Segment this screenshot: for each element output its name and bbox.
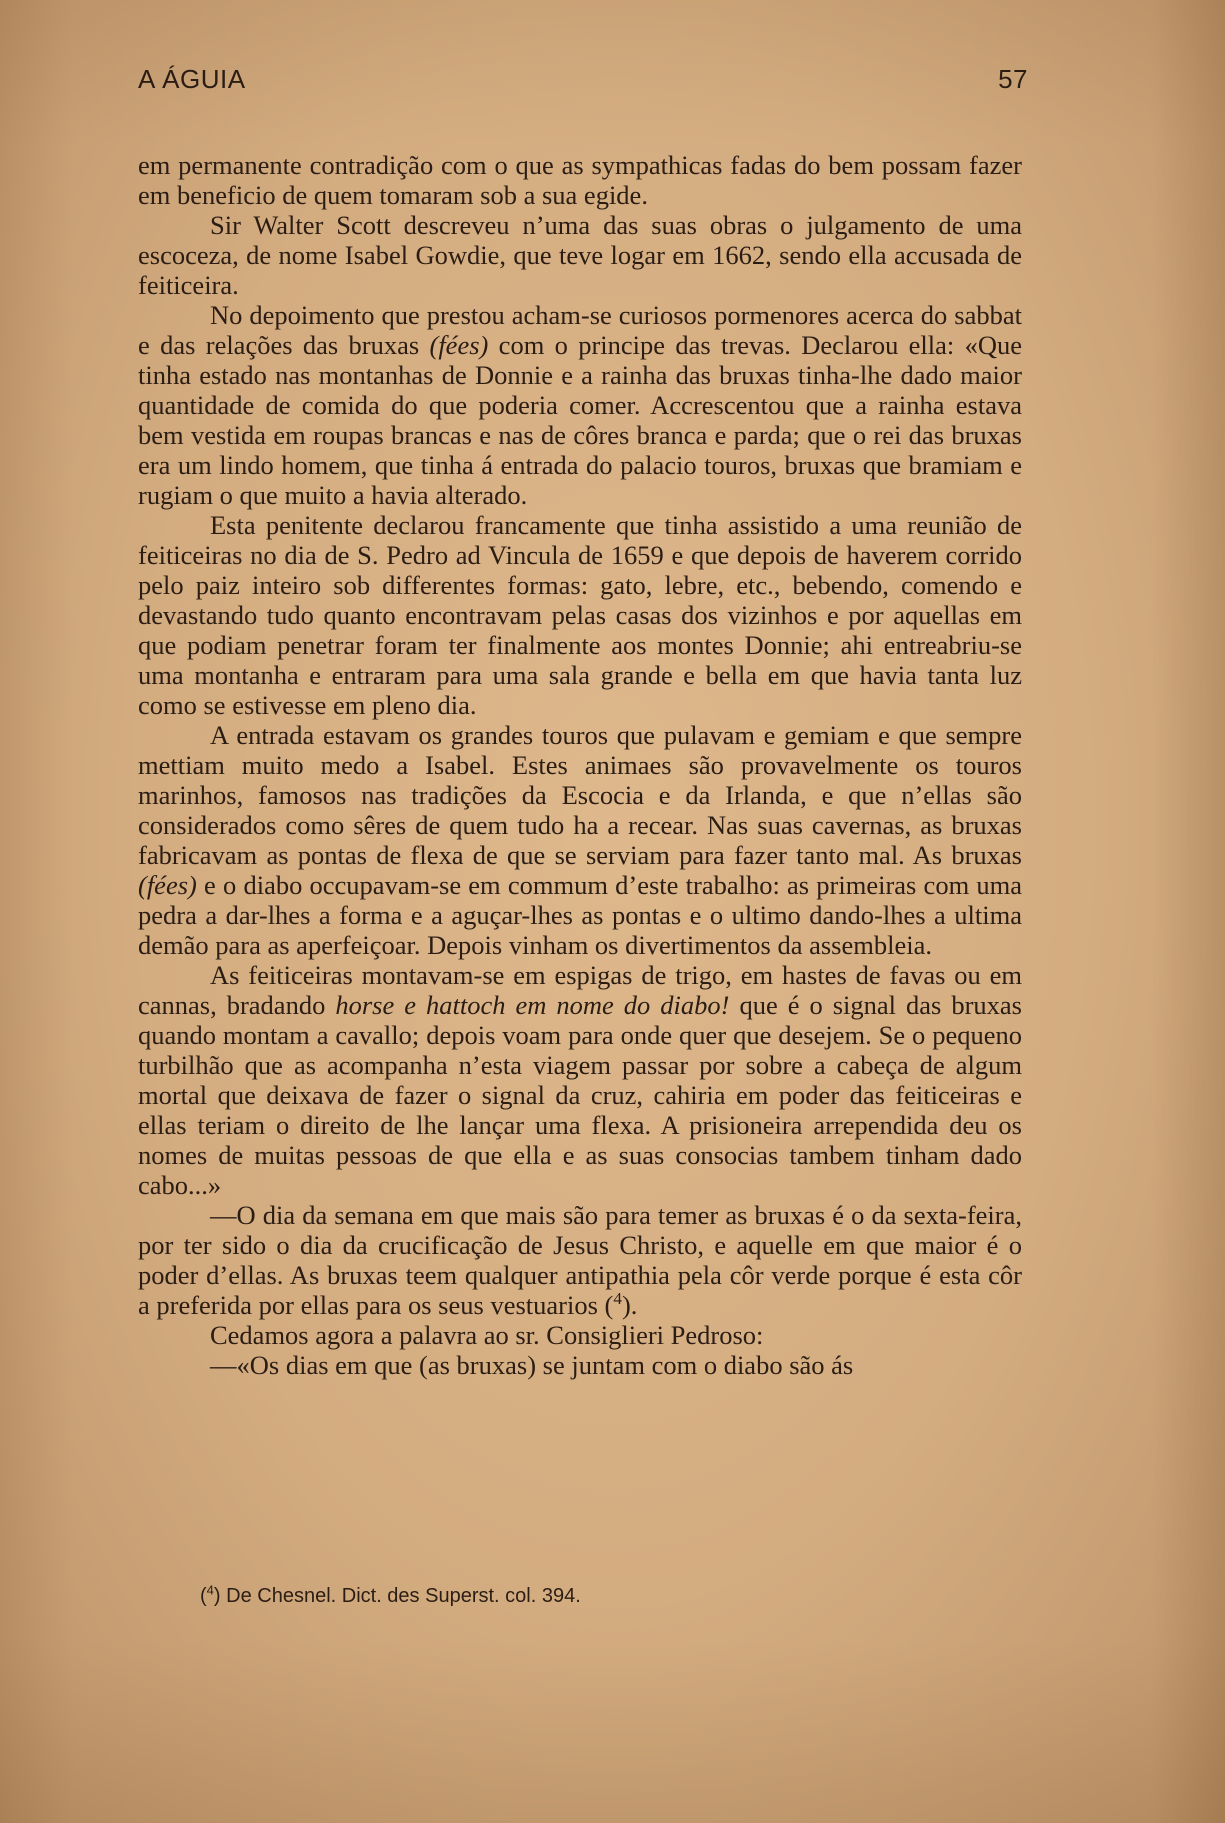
running-title: A ÁGUIA <box>138 64 246 94</box>
footnote-open-paren: ( <box>200 1585 207 1607</box>
footnote-text: De Chesnel. Dict. des Superst. col. 394. <box>220 1585 581 1607</box>
paragraph-6-text-b: que é o signal das bruxas quando montam a cavallo; depois voam para onde quer que desejem. Se o pequeno turbilhão que as acompanha n’esta viagem passar por sobre a cabeça de algum mortal que deixava de fazer o signal da cruz, cahiria em poder das feiticeiras e ellas teriam o direito de lhe lançar uma flexa. A prisioneira arrependida deu os nomes de muitas pessoas de que ella e as suas consocias tambem tinham dado cabo...» <box>138 990 1022 1200</box>
body-text <box>138 150 1022 1380</box>
paragraph-7 <box>138 1200 1022 1320</box>
paragraph-5-text-a: A entrada estavam os grandes touros que pulavam e gemiam e que sempre mettiam muito medo a Isabel. Estes animaes são provavelmente os touros marinhos, famosos nas tradições da Escocia e da Irlanda, e que n’ellas são considerados como sêres de quem tudo ha a recear. Nas suas cavernas, as bruxas fabricavam as pontas de flexa de que se serviam para fazer tanto mal. As bruxas <box>138 720 1022 870</box>
paragraph-3-text-b: com o principe das trevas. Declarou ella: «Que tinha estado nas montanhas de Donnie e a rainha das bruxas tinha-lhe dado maior quantidade de comida do que poderia comer. Accrescentou que a rainha estava bem vestida em roupas brancas e nas de côres branca e parda; que o rei das bruxas era um lindo homem, que tinha á entrada do palacio touros, bruxas que bramiam e rugiam o que muito a havia alterado. <box>138 330 1023 510</box>
footnote <box>200 1584 1020 1608</box>
paragraph-6 <box>138 960 1022 1200</box>
fees-term: (fées) <box>138 870 197 900</box>
paragraph-5-text-b: e o diabo occupavam-se em commum d’este trabalho: as primeiras com uma pedra a dar-lhes a forma e a aguçar-lhes as pontas e o ultimo dando-lhes a ultima demão para as aperfeiçoar. Depois vinham os divertimentos da assembleia. <box>138 870 1022 960</box>
page-number: 57 <box>998 64 1028 94</box>
paragraph-3-text-a: No depoimento que prestou acham-se curiosos pormenores acerca do sabbat e das relações das bruxas <box>138 300 1022 360</box>
paragraph-7-text-a: —O dia da semana em que mais são para temer as bruxas é o da sexta-feira, por ter sido o dia da crucificação de Jesus Christo, e aquelle em que maior é o poder d’ellas. As bruxas teem qualquer antipathia pela côr verde porque é esta côr a preferida por ellas para os seus vestuarios ( <box>138 1200 1022 1320</box>
paragraph-1: em permanente contradição com o que as sympathicas fadas do bem possam fazer em beneficio de quem tomaram sob a sua egide. <box>138 150 1022 210</box>
fees-term: (fées) <box>429 330 489 360</box>
footnote-reference: 4 <box>613 1289 622 1309</box>
paragraph-3 <box>138 300 1022 510</box>
paragraph-5 <box>138 720 1022 960</box>
page-header <box>138 64 1028 104</box>
footnote-mark: 4 <box>206 1582 214 1598</box>
paragraph-2: Sir Walter Scott descreveu n’uma das suas obras o julgamento de uma escoceza, de nome Isabel Gowdie, que teve logar em 1662, sendo ella accusada de feiticeira. <box>138 210 1022 300</box>
footnote-close-paren: ) <box>213 1585 221 1607</box>
paragraph-6-text-a: As feiticeiras montavam-se em espigas de trigo, em hastes de favas ou em cannas, bradando <box>138 960 1022 1020</box>
paragraph-8: Cedamos agora a palavra ao sr. Consiglieri Pedroso: <box>210 1320 764 1350</box>
paragraph-7-text-b: ). <box>621 1290 638 1320</box>
incantation-phrase: horse e hattoch em nome do diabo! <box>335 990 730 1020</box>
paragraph-4: Esta penitente declarou francamente que tinha assistido a uma reunião de feiticeiras no dia de S. Pedro ad Vincula de 1659 e que depois de haverem corrido pelo paiz inteiro sob differentes formas: gato, lebre, etc., bebendo, comendo e devastando tudo quanto encontravam pelas casas dos vizinhos e por aquellas em que podiam penetrar foram ter finalmente aos montes Donnie; ahi entreabriu-se uma montanha e entraram para uma sala grande e bella em que havia tanta luz como se estivesse em pleno dia. <box>138 510 1022 720</box>
paragraph-9: —«Os dias em que (as bruxas) se juntam com o diabo são ás <box>210 1350 854 1380</box>
